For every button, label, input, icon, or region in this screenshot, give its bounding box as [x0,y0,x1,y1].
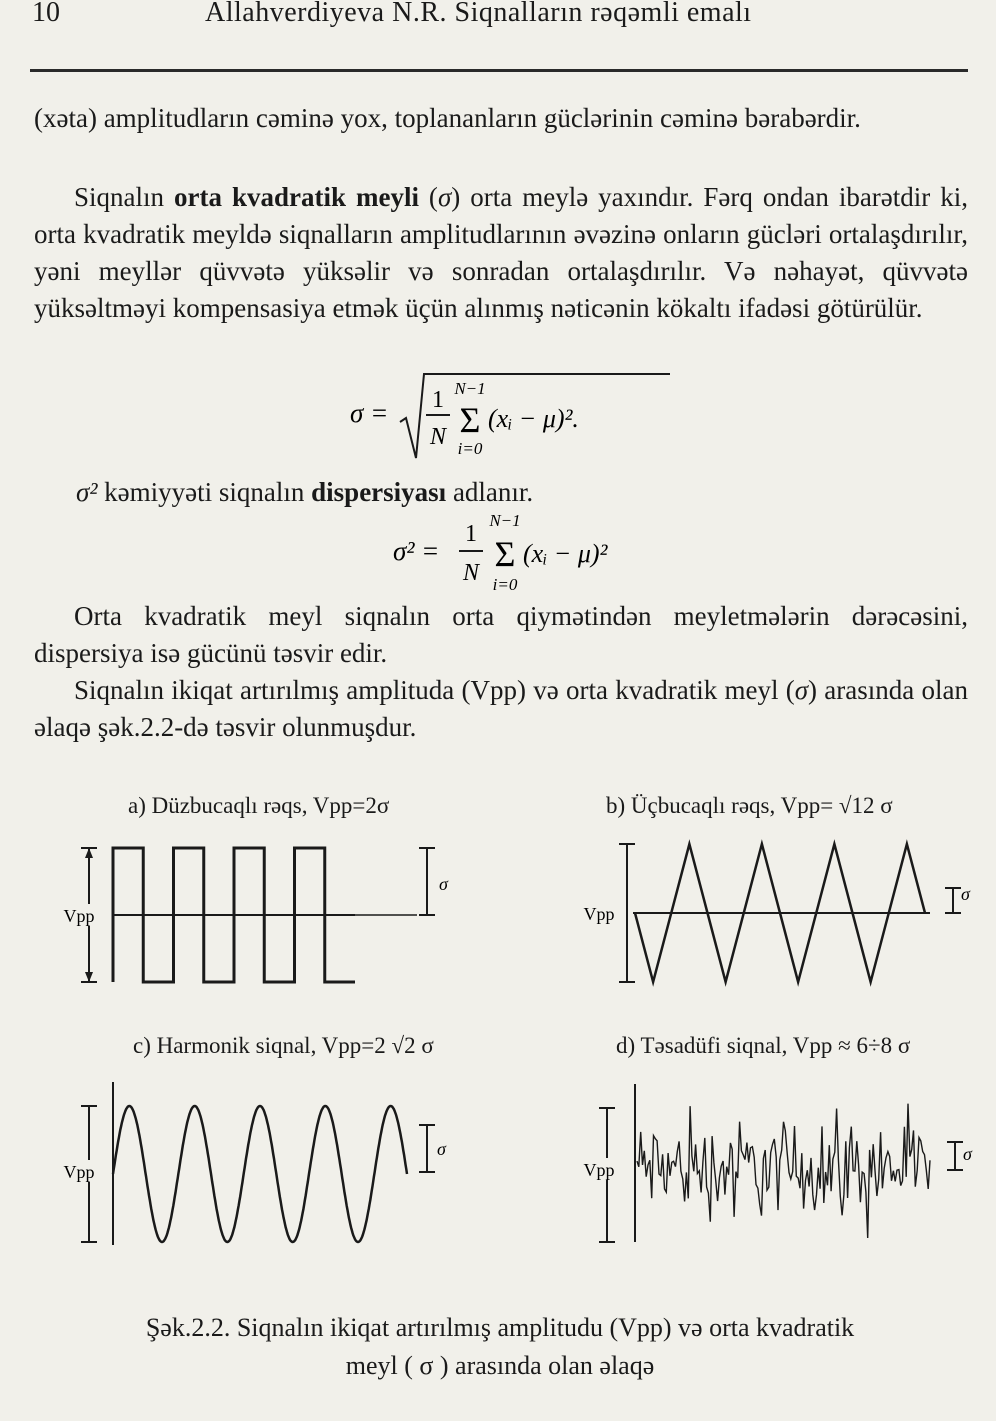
running-title: Allahverdiyeva N.R. Siqnalların rəqəmli emalı [205,0,752,28]
sigma-marker [419,848,435,915]
p2-paren-close: ) [451,182,461,212]
vpp-label: Vpp [63,906,95,926]
sigma-formula-lhs: σ = [350,398,389,428]
sigma-term: (xᵢ − μ)². [488,404,579,433]
header-rule [30,69,968,72]
random-signal-trace [637,1104,930,1238]
sum-symbol: Σ [459,400,481,440]
var-frac-den: N [462,560,480,586]
variance-formula [393,508,673,598]
sine-wave-trace [113,1106,407,1242]
vpp-label: Vpp [583,904,615,924]
p5-sigma-symbol: σ [794,675,809,705]
p2-bold-term: orta kvadratik meyli [174,182,419,212]
page-number: 10 [32,0,60,28]
p3-end: adlanır. [446,477,534,507]
p5-end: ) arasında olan əlaqə şək.2.2-də təsvir olunmuşdur. [34,675,968,742]
sigma-label: σ [439,874,448,894]
p5-start: Siqnalın ikiqat artırılmış amplituda (Vpp) və orta kvadratik meyl ( [74,675,795,705]
sigma-label: σ [963,1144,972,1164]
paragraph-3 [76,474,966,511]
caption-a: a) Düzbucaqlı rəqs, Vpp=2σ [128,793,390,818]
var-frac-num: 1 [465,521,477,547]
sigma-marker [945,888,961,913]
frac-num: 1 [432,387,444,413]
var-sum-lower: i=0 [492,575,518,594]
caption-b: b) Üçbucaqlı rəqs, Vpp= √12 σ [606,793,893,818]
p2-rest: orta meylə yaxındır. Fərq ondan ibarətdir ki, orta kvadratik meyldə siqnalların amplitudlarının əvəzinə onların gücləri ortalaşdırılır, yəni meyllər qüvvətə yüksəlir və sonradan ortalaşdırılır. Və nəhayət, qüvvətə yüksəltməyi kompensasiya etmək üçün alınmış nəticənin kökaltı ifadəsi götürülür. [34,182,969,323]
sum-upper: N−1 [454,379,486,398]
p3-mid: kəmiyyəti siqnalın [97,477,312,507]
vpp-marker [619,844,635,982]
paragraph-4: Orta kvadratik meyl siqnalın orta qiymətindən meyletmələrin dərəcəsini, dispersiya isə gücünü təsvir edir. [34,601,968,668]
sum-lower: i=0 [457,439,483,458]
vpp-label: Vpp [583,1160,615,1180]
caption-d: d) Təsadüfi siqnal, Vpp ≈ 6÷8 σ [616,1033,911,1058]
p2-paren-open: ( [418,182,438,212]
var-sum-symbol: Σ [494,534,516,574]
variance-term: (xᵢ − μ)² [523,539,608,568]
sigma-label: σ [437,1139,446,1159]
p2-start: Siqnalın [74,182,174,212]
paragraph-1: (xəta) amplitudların cəminə yox, toplananların güclərinin cəminə bərabərdir. [34,103,861,133]
p2-sigma-symbol: σ [437,182,452,212]
sigma-formula [350,372,680,462]
panel-b-triangle-wave [575,830,975,990]
panel-c-sine-wave [55,1080,475,1255]
vpp-label: Vpp [63,1162,95,1182]
sigma-label: σ [961,884,970,904]
variance-lhs: σ² = [393,536,440,566]
var-sum-upper: N−1 [489,511,521,530]
caption-c: c) Harmonik siqnal, Vpp=2 √2 σ [133,1033,434,1058]
frac-den: N [429,424,447,450]
paragraph-2 [34,179,968,327]
paragraph-5 [34,672,968,746]
panel-d-random-signal [575,1080,975,1255]
p3-bold-term: dispersiyası [311,477,447,507]
sigma-marker [947,1142,963,1170]
p3-sigma-sq: σ² [76,477,98,507]
sigma-marker [419,1125,435,1172]
figure-caption-line-2: meyl ( σ ) arasında olan əlaqə [345,1351,655,1380]
panel-a-square-wave [55,830,475,990]
figure-caption-line-1: Şək.2.2. Siqnalın ikiqat artırılmış amplitudu (Vpp) və orta kvadratik [145,1313,855,1342]
